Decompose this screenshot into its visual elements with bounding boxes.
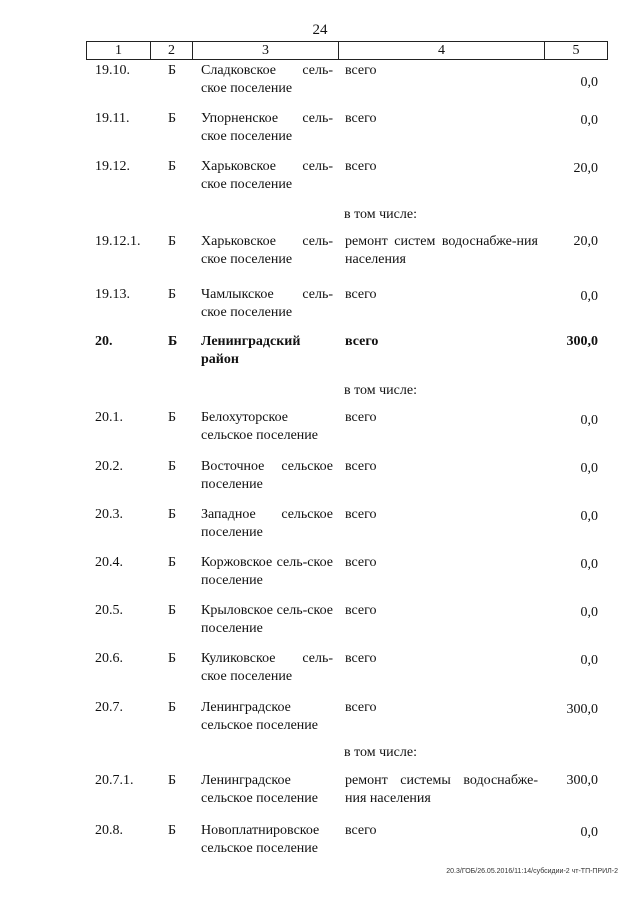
row-category: Б (168, 507, 177, 522)
row-value: 0,0 (580, 653, 598, 668)
row-number: 20. (95, 334, 113, 349)
row-name: Чамлыкское сель-ское поселение (201, 287, 333, 320)
document-footer-code: 20.3/ГОБ/26.05.2016/11:14/субсидии-2 чт-ТП-ПРИЛ-2 (446, 868, 618, 875)
row-description: всего (345, 459, 377, 474)
row-value: 20,0 (573, 161, 598, 176)
row-value: 0,0 (580, 509, 598, 524)
row-description: всего (345, 555, 377, 570)
row-description: всего (345, 287, 377, 302)
subtotal-note: в том числе: (344, 207, 417, 222)
table-header (86, 41, 608, 60)
row-category: Б (168, 234, 177, 249)
row-name: Белохуторское сельское поселение (201, 410, 318, 443)
row-category: Б (168, 459, 177, 474)
row-description: всего (345, 823, 377, 838)
row-number: 20.2. (95, 459, 123, 474)
row-category: Б (168, 111, 177, 126)
subtotal-note: в том числе: (344, 745, 417, 760)
row-number: 19.10. (95, 63, 130, 78)
header-col-3: 3 (193, 42, 339, 59)
row-value: 300,0 (566, 773, 598, 788)
row-name: Ленинградский район (201, 334, 301, 367)
row-description: всего (345, 410, 377, 425)
row-description: ремонт систем водоснабже-ния населения (345, 234, 538, 267)
row-description: всего (345, 111, 377, 126)
row-category: Б (168, 159, 177, 174)
header-col-5: 5 (572, 43, 580, 58)
header-col-1: 1 (87, 42, 151, 59)
header-col-4: 4 (339, 42, 545, 59)
row-number: 20.7. (95, 700, 123, 715)
row-description: ремонт системы водоснабже-ния населения (345, 773, 538, 806)
row-value: 0,0 (580, 557, 598, 572)
row-number: 20.7.1. (95, 773, 134, 788)
row-category: Б (168, 823, 177, 838)
page-number: 24 (312, 22, 328, 38)
row-number: 19.11. (95, 111, 130, 126)
row-name: Харьковское сель-ское поселение (201, 234, 333, 267)
row-number: 20.1. (95, 410, 123, 425)
row-category: Б (168, 603, 177, 618)
row-name: Сладковское сель-ское поселение (201, 63, 333, 96)
row-number: 20.4. (95, 555, 123, 570)
row-name: Харьковское сель-ское поселение (201, 159, 333, 192)
row-value: 300,0 (566, 334, 598, 349)
row-value: 0,0 (580, 289, 598, 304)
row-value: 0,0 (580, 75, 598, 90)
row-value: 0,0 (580, 413, 598, 428)
row-value: 0,0 (580, 461, 598, 476)
row-value: 300,0 (566, 702, 598, 717)
row-value: 0,0 (580, 605, 598, 620)
row-category: Б (168, 334, 178, 349)
row-number: 20.6. (95, 651, 123, 666)
row-category: Б (168, 287, 177, 302)
row-description: всего (345, 700, 377, 715)
row-value: 20,0 (573, 234, 598, 249)
row-category: Б (168, 410, 177, 425)
row-category: Б (168, 651, 177, 666)
row-name: Крыловское сель-ское поселение (201, 603, 333, 636)
row-name: Упорненское сель-ское поселение (201, 111, 333, 144)
header-col-2: 2 (151, 42, 193, 59)
subtotal-note: в том числе: (344, 383, 417, 398)
row-number: 19.13. (95, 287, 130, 302)
row-name: Ленинградское сельское поселение (201, 700, 318, 733)
row-value: 0,0 (580, 113, 598, 128)
row-name: Ленинградское сельское поселение (201, 773, 318, 806)
row-description: всего (345, 334, 379, 349)
row-number: 19.12.1. (95, 234, 141, 249)
row-description: всего (345, 603, 377, 618)
row-description: всего (345, 159, 377, 174)
row-name: Куликовское сель-ское поселение (201, 651, 333, 684)
row-category: Б (168, 773, 177, 788)
row-description: всего (345, 507, 377, 522)
row-name: Коржовское сель-ское поселение (201, 555, 333, 588)
row-category: Б (168, 700, 177, 715)
row-number: 20.8. (95, 823, 123, 838)
row-number: 20.5. (95, 603, 123, 618)
row-value: 0,0 (580, 825, 598, 840)
row-description: всего (345, 63, 377, 78)
row-category: Б (168, 555, 177, 570)
row-name: Новоплатнировское сельское поселение (201, 823, 320, 856)
row-name: Восточное сельское поселение (201, 459, 333, 492)
row-name: Западное сельское поселение (201, 507, 333, 540)
row-category: Б (168, 63, 177, 78)
row-number: 19.12. (95, 159, 130, 174)
row-description: всего (345, 651, 377, 666)
row-number: 20.3. (95, 507, 123, 522)
